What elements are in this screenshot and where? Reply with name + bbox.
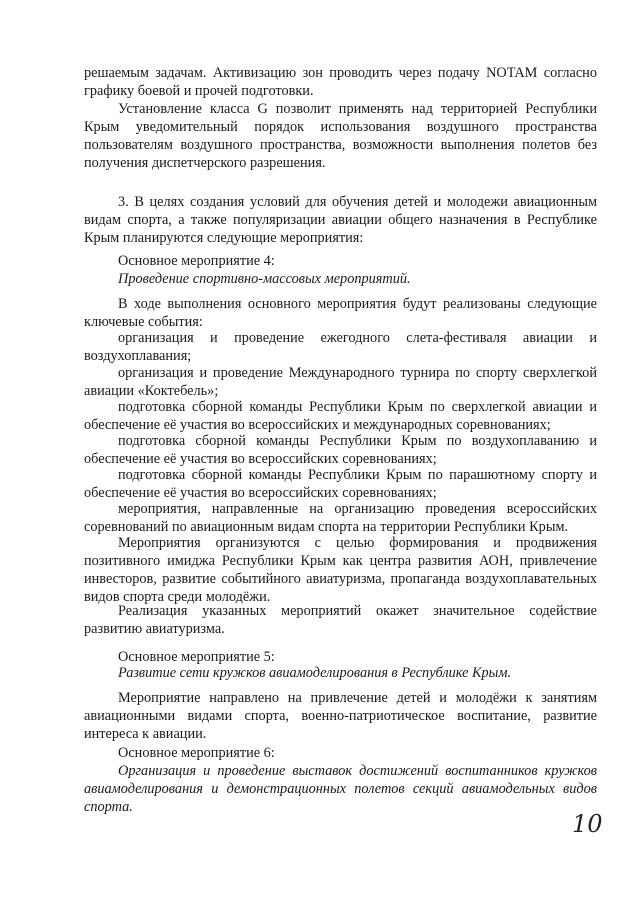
activity-5-title: Развитие сети кружков авиамоделирования в Республике Крым. — [118, 665, 512, 681]
list-item: организация и проведение ежегодного слета-фестиваля авиации и воздухоплавания; — [84, 330, 597, 364]
page-number: 10 — [572, 810, 603, 838]
paragraph-section-3: 3. В целях создания условий для обучения детей и молодежи авиационным видам спорта, а также популяризации авиации общего назначения в Республике Крым планируются следующие мероприятия: — [84, 194, 597, 246]
list-item: подготовка сборной команды Республики Крым по сверхлегкой авиации и обеспечение её участия во всероссийских и международных соревнованиях; — [84, 399, 597, 433]
list-item: организация и проведение Международного турнира по спорту сверхлегкой авиации «Коктебель»; — [84, 365, 597, 399]
paragraph-notam: решаемым задачам. Активизацию зон проводить через подачу NOTAM согласно графику боевой и прочей подготовки. — [84, 65, 597, 99]
paragraph-image-goals: Мероприятия организуются с целью формирования и продвижения позитивного имиджа Республики Крым как центра развития АОН, привлечение инвесторов, развитие событийного авиатуризма, пропаганда воздухоплавательных видов спорта среди молодёжи. — [84, 535, 597, 605]
list-item: подготовка сборной команды Республики Крым по воздухоплаванию и обеспечение её участия во всероссийских соревнованиях; — [84, 433, 597, 467]
activity-6-heading: Основное мероприятие 6: — [118, 745, 275, 761]
list-item: подготовка сборной команды Республики Крым по парашютному спорту и обеспечение её участия во всероссийских соревнованиях; — [84, 467, 597, 501]
activity-5-heading: Основное мероприятие 5: — [118, 649, 275, 665]
list-item: мероприятия, направленные на организацию проведения всероссийских соревнований по авиационным видам спорта на территории Республики Крым. — [84, 501, 597, 535]
paragraph-activity-5: Мероприятие направлено на привлечение детей и молодёжи к занятиям авиационными видами спорта, военно-патриотическое воспитание, развитие интереса к авиации. — [84, 690, 597, 742]
paragraph-key-events: В ходе выполнения основного мероприятия будут реализованы следующие ключевые события: — [84, 296, 597, 330]
paragraph-tourism: Реализация указанных мероприятий окажет значительное содействие развитию авиатуризма. — [84, 603, 597, 637]
paragraph-class-g: Установление класса G позволит применять над территорией Республики Крым уведомительный порядок использования воздушного пространства пользователям воздушного пространства, возможности выполнения полетов без получения диспетчерского разрешения. — [84, 101, 597, 171]
activity-6-title: Организация и проведение выставок достижений воспитанников кружков авиамоделирования и демонстрационных полетов секций авиамодельных видов спорта. — [84, 763, 597, 815]
activity-4-title: Проведение спортивно-массовых мероприятий. — [118, 271, 411, 287]
activity-4-heading: Основное мероприятие 4: — [118, 253, 275, 269]
